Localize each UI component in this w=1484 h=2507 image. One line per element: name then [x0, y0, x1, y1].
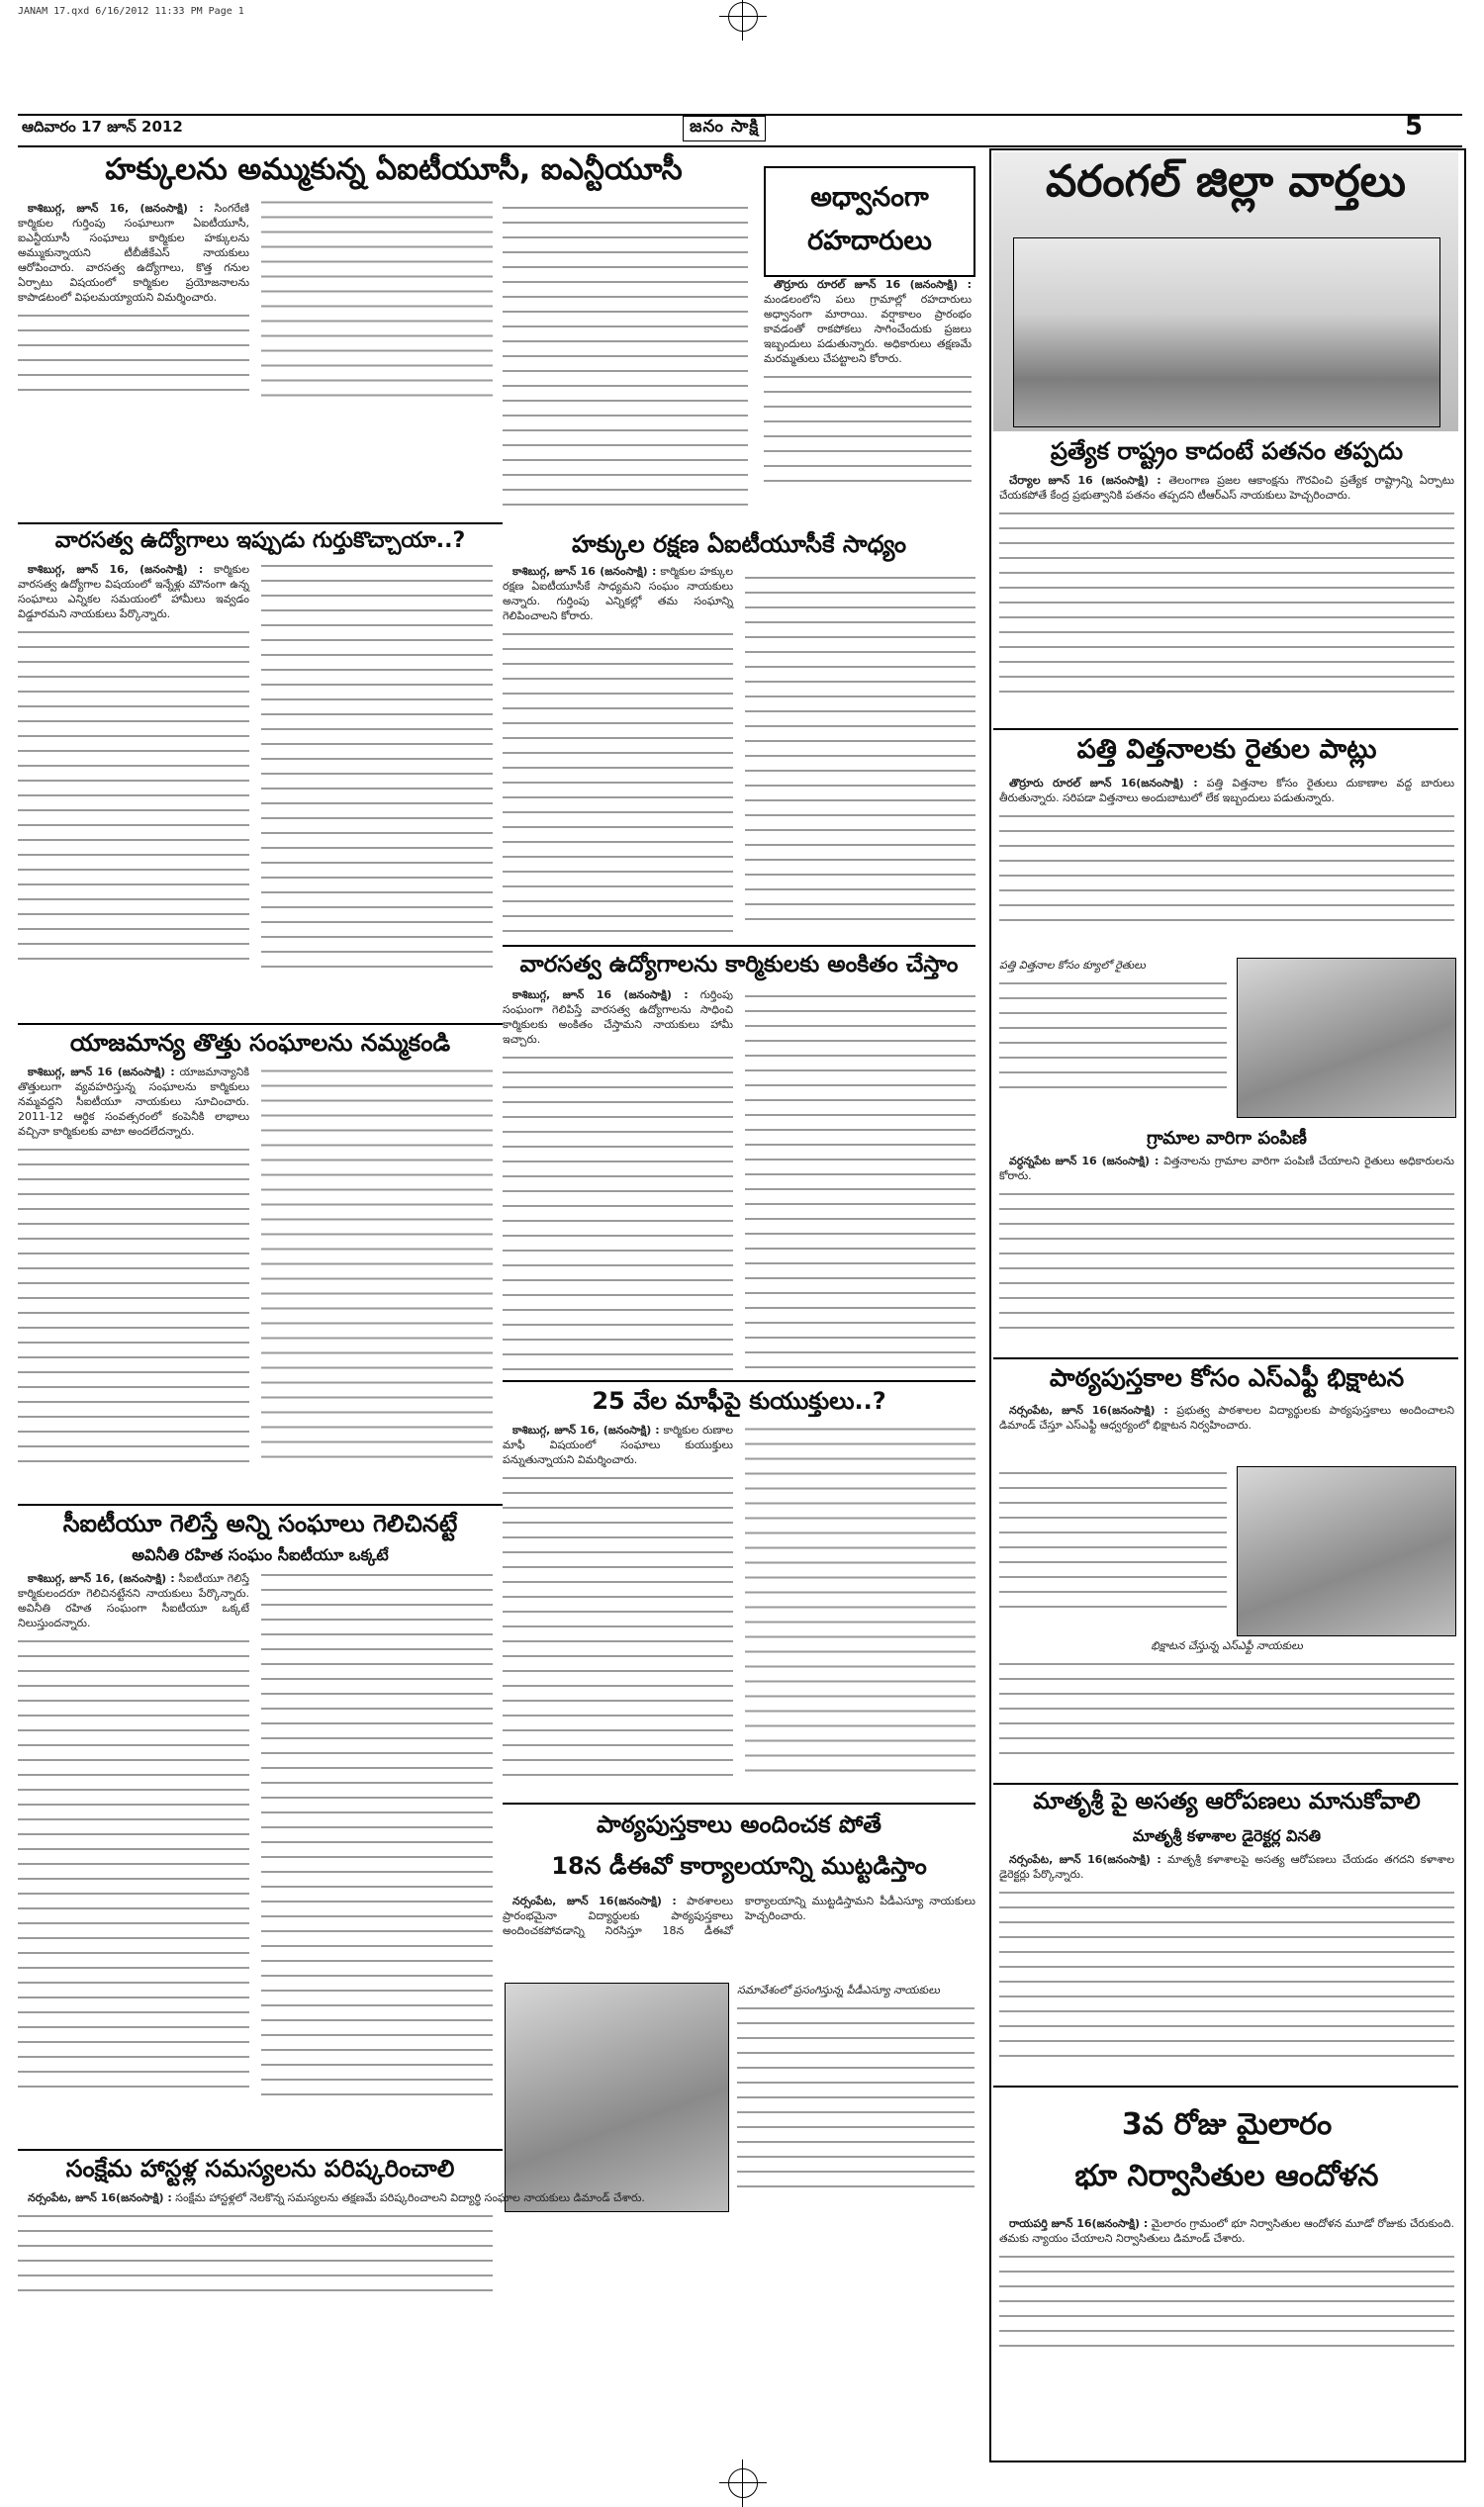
dateline-a14: నర్సంపేట, జూన్ 16(జనంసాక్షి) :: [1009, 1404, 1168, 1417]
article-a16-body: [999, 2216, 1454, 2449]
body-a3: కార్మికుల వారసత్వ ఉద్యోగాల విషయంలో ఇన్నేళ్లు మౌనంగా ఉన్న సంఘాలు ఎన్నికల సమయంలో హామీలు ఇవ్వడం విడ్డూరమని నాయకులు పేర్కొన్నారు.: [18, 563, 249, 620]
dateline-a3: కాశిబుగ్గ, జూన్ 16, (జనంసాక్షి) :: [28, 563, 204, 576]
headline-a2: అధ్వానంగా రహదారులు: [807, 182, 932, 256]
article-a4-body: [503, 564, 975, 940]
subhead-a9: 18న డీఈవో కార్యాలయాన్ని ముట్టడిస్తాం: [551, 1852, 927, 1880]
rule: [993, 728, 1458, 730]
dateline-a10: నర్సంపేట, జూన్ 16(జనంసాక్షి) :: [28, 2191, 172, 2204]
banner-panel: [993, 152, 1458, 431]
photo-caption-a14: భిక్షాటన చేస్తున్న ఎస్ఎఫ్టీ నాయకులు: [1151, 1639, 1303, 1652]
headline-a9: పాఠ్యపుస్తకాలు అందించక పోతే: [597, 1811, 881, 1838]
dateline-a11: చేర్యాల జూన్ 16 (జనంసాక్షి) :: [1009, 474, 1161, 487]
body-a8: కార్మికుల రుణాల మాఫీ విషయంలో సంఘాలు కుయుక్తులు పన్నుతున్నాయని విమర్శించారు.: [503, 1424, 733, 1466]
headline-a7: సీఐటీయూ గెలిస్తే అన్ని సంఘాలు గెలిచినట్టే: [62, 1510, 458, 1537]
banner-photo: [1013, 237, 1440, 427]
dateline-a12: తొర్రూరు రూరల్ జూన్ 16(జనంసాక్షి) :: [1009, 777, 1198, 789]
dateline-a7: కాశిబుగ్గ, జూన్ 16, (జనంసాక్షి) :: [28, 1572, 175, 1585]
photo-caption-a9: సమావేశంలో ప్రసంగిస్తున్న పీడీఎస్యూ నాయకులు: [737, 1984, 940, 1996]
article-a8-body: [503, 1423, 975, 1799]
dateline-a8: కాశిబుగ్గ, జూన్ 16, (జనంసాక్షి) :: [512, 1424, 660, 1437]
article-a14-body-col3: [999, 1638, 1454, 1777]
rule: [993, 1357, 1458, 1359]
article-a11-body: [999, 473, 1454, 720]
headline-a11: ప్రత్యేక రాష్ట్రం కాదంటే పతనం తప్పదు: [1050, 437, 1404, 465]
section-banner: వరంగల్ జిల్లా వార్తలు: [1045, 156, 1407, 207]
dateline-a15: నర్సంపేట, జూన్ 16(జనంసాక్షి) :: [1009, 1853, 1161, 1866]
text-filler: [18, 1571, 493, 2097]
headline-a10: సంక్షేమ హాస్టళ్ల సమస్యలను పరిష్కరించాలి: [65, 2155, 455, 2182]
text-filler: [999, 1886, 1454, 2064]
article-a3-body: [18, 562, 493, 1017]
article-a1-body-col3: [503, 201, 748, 517]
text-filler: [764, 370, 972, 489]
headline-a5: యాజమాన్య తొత్తు సంఘాలను నమ్మకండి: [69, 1029, 451, 1057]
rule: [993, 2086, 1458, 2088]
body-a14: ప్రభుత్వ పాఠశాలల విద్యార్థులకు పాఠ్యపుస్తకాలు అందించాలని డిమాండ్ చేస్తూ ఎస్ఎఫ్టీ ఆధ్వర్యంలో భిక్షాటన నిర్వహించారు.: [999, 1404, 1454, 1432]
article-a9-body: [503, 1894, 975, 1979]
article-a13-body: [999, 1154, 1454, 1351]
text-filler: [503, 201, 748, 517]
dateline-a16: రాయపర్తి జూన్ 16(జనంసాక్షి) :: [1009, 2217, 1149, 2230]
article-a5-body: [18, 1065, 493, 1500]
dateline-a13: వర్ధన్నపేట జూన్ 16 (జనంసాక్షి) :: [1009, 1155, 1159, 1167]
text-filler: [999, 976, 1227, 1095]
dateline-a9: నర్సంపేట, జూన్ 16(జనంసాక్షి) :: [512, 1895, 677, 1907]
registration-mark-top: [728, 2, 758, 32]
headline-a16: 3వ రోజు మైలారం: [1121, 2107, 1333, 2142]
article-a1-body: [18, 201, 493, 517]
rule: [503, 945, 975, 947]
article-a10-body: [18, 2190, 968, 2453]
headline-a1: హక్కులను అమ్ముకున్న ఏఐటీయూసీ, ఐఎన్టీయూసీ: [105, 152, 683, 187]
headline-a12: పత్తి విత్తనాలకు రైతుల పాట్లు: [1076, 734, 1377, 765]
registration-mark-bottom: [728, 2468, 758, 2498]
text-filler: [737, 2001, 974, 2199]
masthead-logo: జనం సాక్షి: [683, 116, 766, 141]
dateline-a5: కాశిబుగ్గ, జూన్ 16 (జనంసాక్షి) :: [28, 1066, 175, 1078]
dateline-a1: కాశిబుగ్గ, జూన్ 16, (జనంసాక్షి) :: [28, 202, 204, 215]
subhead-a7: అవినీతి రహిత సంఘం సీఐటీయూ ఒక్కటే: [132, 1545, 389, 1564]
dateline-a2: తొర్రూరు రూరల్ జూన్ 16 (జనంసాక్షి) :: [774, 278, 972, 291]
text-filler: [999, 1466, 1227, 1615]
text-filler: [999, 1187, 1454, 1336]
text-filler: [999, 1657, 1454, 1766]
body-a16: మైలారం గ్రామంలో భూ నిర్వాసితుల ఆందోళన మూడో రోజుకు చేరుకుంది. తమకు న్యాయం చేయాలని నిర్వాసితులు డిమాండ్ చేశారు.: [999, 2217, 1454, 2245]
dateline-a4: కాశిబుగ్గ, జూన్ 16 (జనంసాక్షి) :: [512, 565, 657, 578]
article-a14-body: [999, 1403, 1454, 1462]
subhead-a16: భూ నిర్వాసితుల ఆందోళన: [1074, 2159, 1379, 2193]
subhead-a15: మాతృశ్రీ కళాశాల డైరెక్టర్ల వినతి: [1132, 1826, 1322, 1845]
headline-a14: పాఠ్యపుస్తకాల కోసం ఎస్ఎఫ్టీ భిక్షాటన: [1049, 1363, 1405, 1392]
body-a7: సీఐటీయూ గెలిస్తే కార్మికులందరూ గెలిచినట్టేనని నాయకులు పేర్కొన్నారు. అవినీతి రహిత సంఘంగా సీఐటీయూ ఒక్కటే నిలుస్తుందన్నారు.: [18, 1572, 249, 1629]
body-a5: యాజమాన్యానికి తొత్తులుగా వ్యవహరిస్తున్న సంఘాలను కార్మికులు నమ్మవద్దని సీఐటీయూ నాయకులు సూచించారు. 2011-12 ఆర్థిక సంవత్సరంలో కంపెనీకి లాభాలు వచ్చినా కార్మికులకు వాటా అందలేదన్నారు.: [18, 1066, 249, 1138]
article-a12-body: [999, 776, 1454, 954]
headline-a3: వారసత్వ ఉద్యోగాలు ఇప్పుడు గుర్తుకొచ్చాయా..?: [54, 528, 466, 553]
body-a13: విత్తనాలను గ్రామాల వారిగా పంపిణీ చేయాలని రైతులు అధికారులను కోరారు.: [999, 1155, 1454, 1182]
text-filler: [999, 2250, 1454, 2349]
body-a2: మండలంలోని పలు గ్రామాల్లో రహదారులు అధ్వానంగా మారాయి. వర్షాకాలం ప్రారంభం కావడంతో రాకపోకలు సాగించేందుకు ప్రజలు ఇబ్బందులు పడుతున్నారు. అధికారులు తక్షణమే మరమ్మతులు చేపట్టాలని కోరారు.: [764, 293, 972, 365]
print-slug: JANAM 17.qxd 6/16/2012 11:33 PM Page 1: [18, 6, 244, 17]
body-a4: కార్మికుల హక్కుల రక్షణ ఏఐటీయూసీకే సాధ్యమని సంఘం నాయకులు అన్నారు. గుర్తింపు ఎన్నికల్లో తమ సంఘాన్ని గెలిపించాలని కోరారు.: [503, 565, 733, 622]
photo-a14: [1237, 1466, 1456, 1636]
body-a9: పాఠశాలలు ప్రారంభమైనా విద్యార్థులకు పాఠ్యపుస్తకాలు అందించకపోవడాన్ని నిరసిస్తూ 18న డీఈవో కార్యాలయాన్ని ముట్టడిస్తామని పీడీఎస్యూ నాయకులు హెచ్చరించారు.: [503, 1895, 975, 1937]
rule: [18, 522, 503, 524]
headline-a15: మాతృశ్రీ పై అసత్య ఆరోపణలు మానుకోవాలి: [1033, 1789, 1421, 1814]
text-filler: [503, 1423, 975, 1784]
article-a7-body: [18, 1571, 493, 2145]
article-a14-body-col2: [999, 1466, 1227, 1615]
article-a2-headline-box: [764, 166, 975, 277]
headline-a4: హక్కుల రక్షణ ఏఐటీయూసీకే సాధ్యం: [571, 530, 907, 558]
body-a15: మాతృశ్రీ కళాశాలపై అసత్య ఆరోపణలు చేయడం తగదని కళాశాల డైరెక్టర్లు పేర్కొన్నారు.: [999, 1853, 1454, 1881]
article-a12-body-col2: [999, 958, 1227, 1116]
headline-a8: 25 వేల మాఫీపై కుయుక్తులు..?: [592, 1387, 886, 1415]
text-filler: [999, 507, 1454, 704]
body-a12: పత్తి విత్తనాల కోసం రైతులు దుకాణాల వద్ద బారులు తీరుతున్నారు. సరిపడా విత్తనాలు అందుబాటులో లేక ఇబ్బందులు పడుతున్నారు.: [999, 777, 1454, 804]
dateline-a6: కాశిబుగ్గ, జూన్ 16 (జనంసాక్షి) :: [512, 988, 689, 1001]
rule: [993, 1783, 1458, 1785]
masthead-date: ఆదివారం 17 జూన్ 2012: [22, 118, 183, 136]
text-filler: [18, 562, 493, 970]
rule: [503, 1803, 975, 1805]
headline-a6: వారసత్వ ఉద్యోగాలను కార్మికులకు అంకితం చేస్తాం: [519, 952, 959, 977]
body-a6: గుర్తింపు సంఘంగా గెలిపిస్తే వారసత్వ ఉద్యోగాలను సాధించి కార్మికులకు అంకితం చేస్తామని నాయకులు హామీ ఇచ్చారు.: [503, 988, 733, 1046]
article-a2-body: [764, 277, 972, 505]
article-a9-body-col2: [737, 1983, 974, 2210]
rule: [18, 2149, 503, 2151]
body-a1: సింగరేణి కార్మికుల గుర్తింపు సంఘాలుగా ఏఐటీయూసీ, ఐఎన్టీయూసీ సంఘాలు కార్మికుల హక్కులను అమ్ముకున్నాయని టీబీజీకేఎస్ నాయకులు ఆరోపించారు. వారసత్వ ఉద్యోగాలు, కొత్త గనుల ఏర్పాటు విషయంలో కార్మికుల ప్రయోజనాలను కాపాడటంలో విఫలమయ్యాయని విమర్శించారు.: [18, 202, 249, 304]
rule: [18, 1023, 503, 1025]
photo-caption-a12: పత్తి విత్తనాల కోసం క్యూలో రైతులు: [999, 959, 1146, 972]
photo-a9: [505, 1983, 729, 2212]
photo-a12: [1237, 958, 1456, 1118]
article-a15-body: [999, 1852, 1454, 2070]
rule: [18, 1504, 503, 1506]
rule: [503, 1380, 975, 1382]
text-filler: [18, 2209, 493, 2298]
page-number: 5: [1405, 112, 1424, 141]
body-a10: సంక్షేమ హాస్టళ్లలో నెలకొన్న సమస్యలను తక్షణమే పరిష్కరించాలని విద్యార్థి సంఘాల నాయకులు డిమాండ్ చేశారు.: [175, 2191, 645, 2204]
text-filler: [999, 809, 1454, 928]
headline-a13: గ్రామాల వారిగా పంపిణీ: [1147, 1128, 1307, 1149]
body-a11: తెలంగాణ ప్రజల ఆకాంక్షను గౌరవించి ప్రత్యేక రాష్ట్రాన్ని ఏర్పాటు చేయకపోతే కేంద్ర ప్రభుత్వానికి పతనం తప్పదని టీఆర్ఎస్ నాయకులు హెచ్చరించారు.: [999, 474, 1454, 502]
article-a6-body: [503, 987, 975, 1383]
